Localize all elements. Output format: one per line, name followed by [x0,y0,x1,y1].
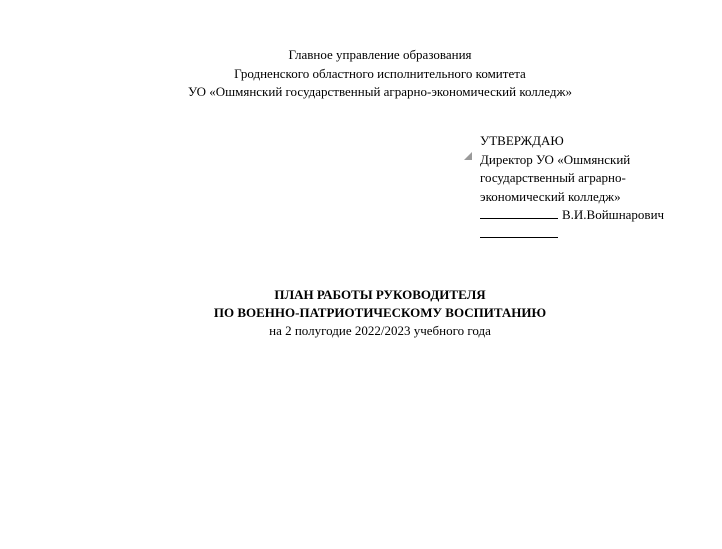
anchor-marker-icon [464,152,472,160]
signature-line [480,206,558,219]
header-line-1: Главное управление образования [288,47,472,62]
approval-position-line-3: экономический колледж» [480,188,621,204]
approval-position-line-2: государственный аграрно- [480,170,626,185]
date-line [480,225,558,238]
approval-position-line-1: Директор УО «Ошмянский [480,151,631,167]
signatory-name: В.И.Войшнарович [562,207,665,222]
approval-block [480,132,710,243]
title-line-1: ПЛАН РАБОТЫ РУКОВОДИТЕЛЯ [274,287,486,302]
organization-header [0,46,722,102]
title-line-2: ПО ВОЕННО-ПАТРИОТИЧЕСКОМУ ВОСПИТАНИЮ [213,305,547,320]
header-line-2: Гродненского областного исполнительного комитета [234,65,526,81]
approval-heading: УТВЕРЖДАЮ [480,133,564,148]
header-line-3: УО «Ошмянский государственный аграрно-экономический колледж» [188,84,572,99]
title-line-3: на 2 полугодие 2022/2023 учебного года [269,323,491,338]
date-row [480,225,710,244]
signature-row [480,206,710,225]
plan-title-block [0,286,722,340]
